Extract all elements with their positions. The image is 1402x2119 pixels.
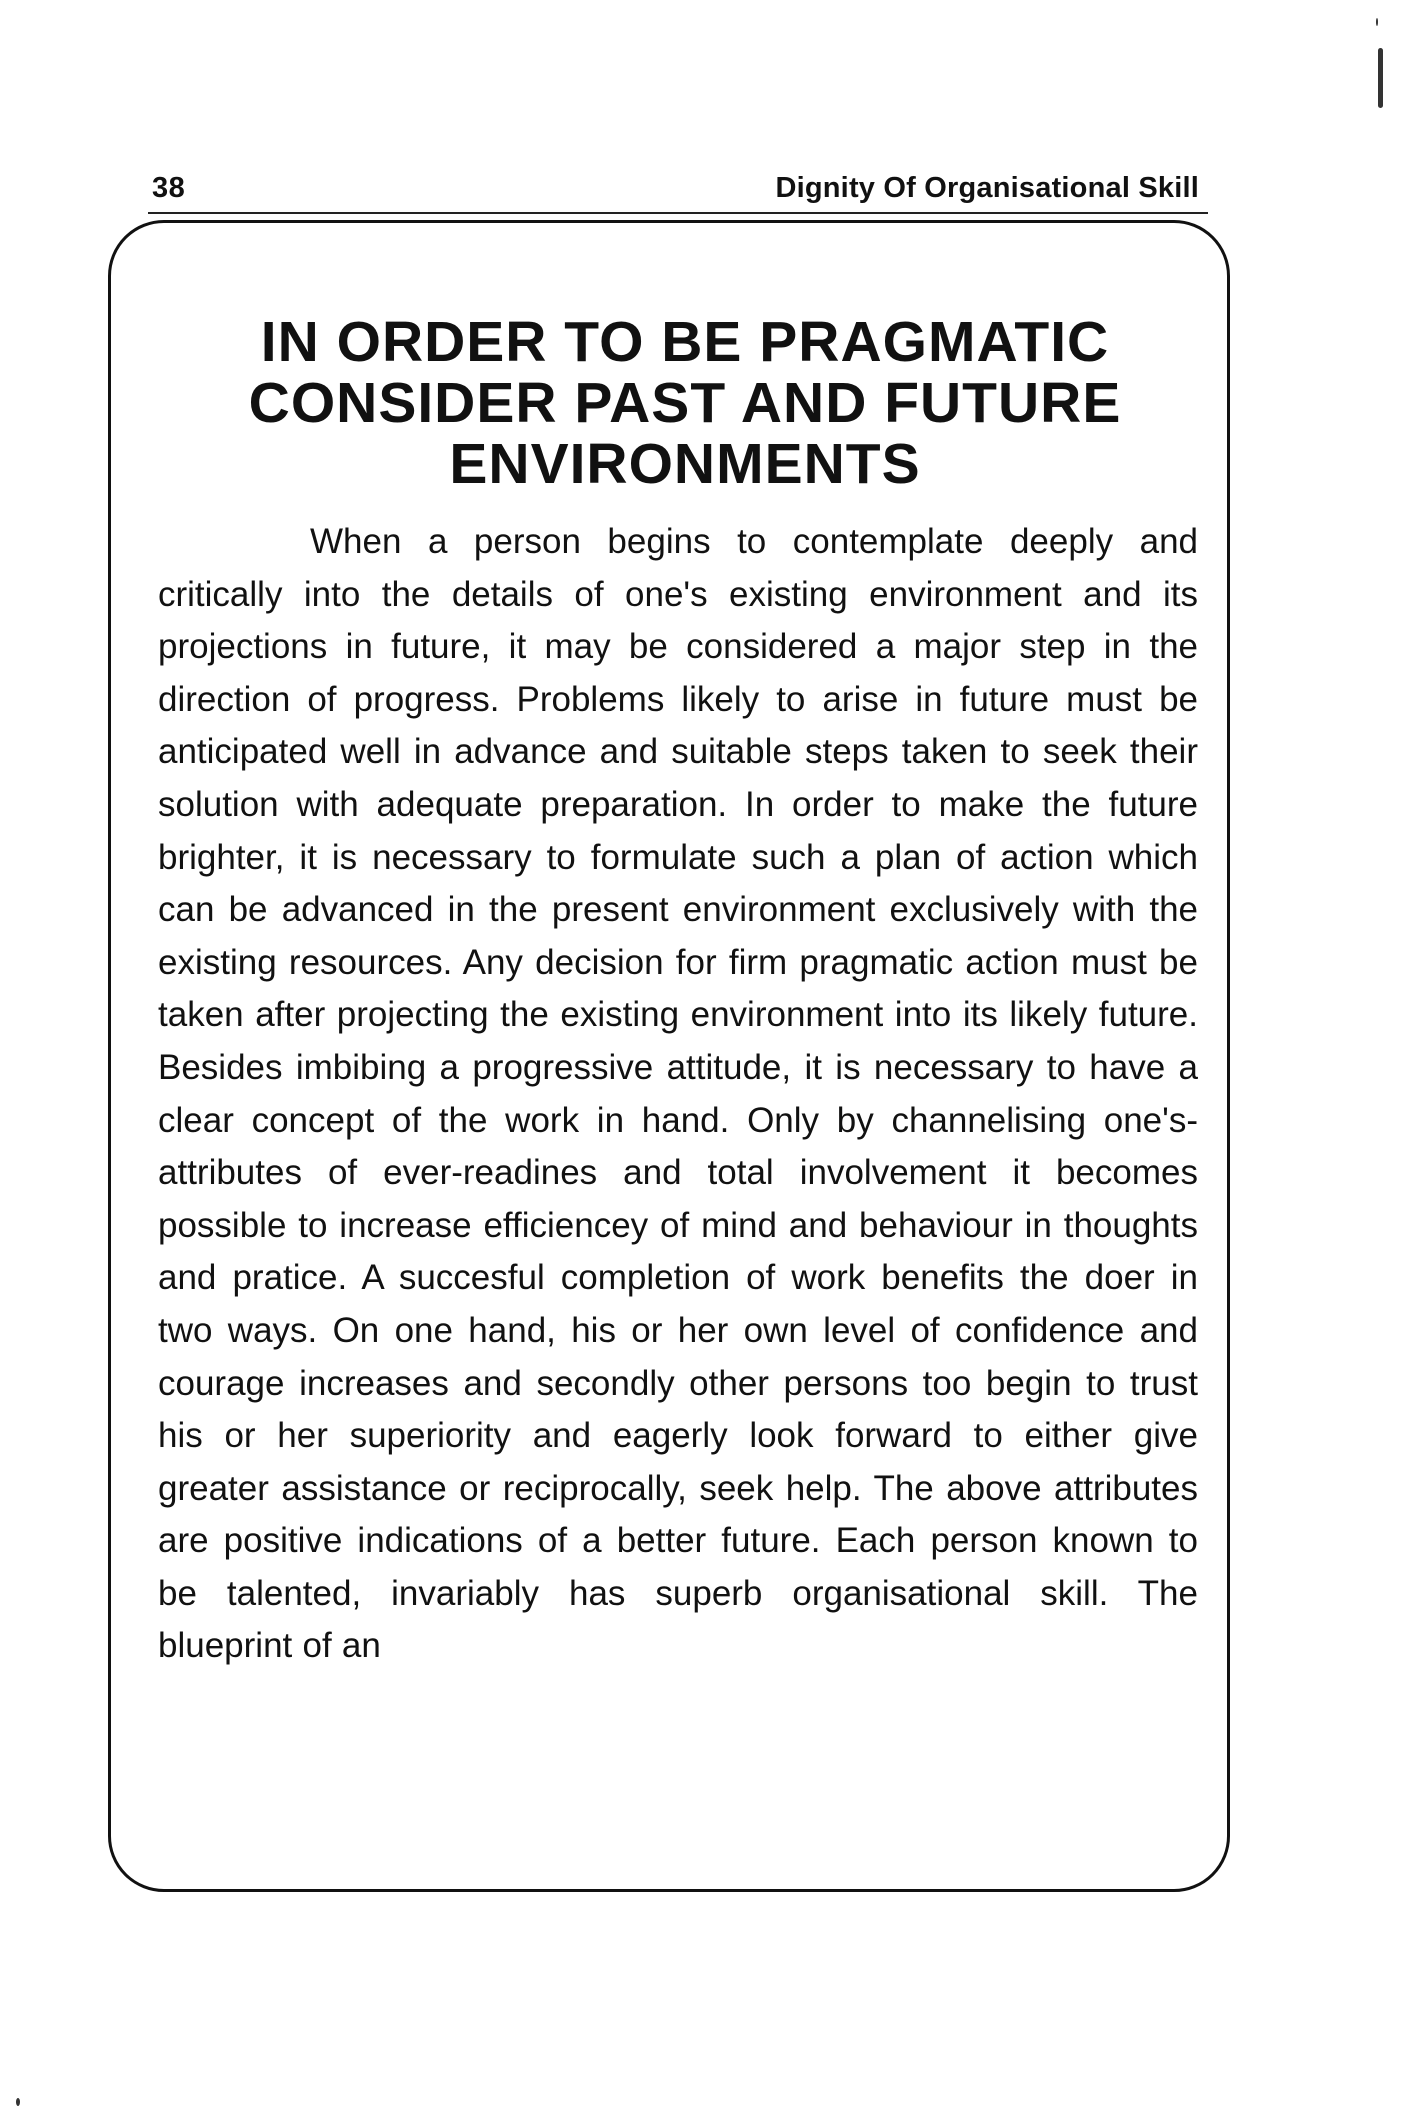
- section-title: [140, 312, 1230, 495]
- running-header: Dignity Of Organisational Skill: [775, 172, 1199, 204]
- page-number: 38: [152, 172, 186, 204]
- scan-speck: [1378, 48, 1383, 108]
- body-paragraph: When a person begins to contemplate deeply and critically into the details of one's existing environment and its projections in future, it may be considered a major step in the direction of progress. Problems likely to arise in future must be anticipated well in advance and suitable steps taken to seek their solution with adequate preparation. In order to make the future brighter, it is necessary to formulate such a plan of action which can be advanced in the present environment exclusively with the existing resources. Any decision for firm pragmatic action must be taken after projecting the existing environment into its likely future. Besides imbibing a progressive attitude, it is necessary to have a clear concept of the work in hand. Only by channelising one's-attributes of ever-readines and total involvement it becomes possible to increase efficiencey of mind and behaviour in thoughts and pratice. A succesful completion of work benefits the doer in two ways. On one hand, his or her own level of confidence and courage increases and secondly other persons too begin to trust his or her superiority and eagerly look forward to either give greater assistance or reciprocally, seek help. The above attributes are positive indications of a better future. Each person known to be talented, invariably has superb organisational skill. The blueprint of an: [158, 522, 1198, 1666]
- section-title-line-2: CONSIDER PAST AND FUTURE: [248, 371, 1122, 435]
- scan-speck: [1376, 18, 1378, 26]
- section-title-line-3: ENVIRONMENTS: [449, 432, 921, 496]
- header-rule: [148, 212, 1208, 214]
- section-title-line-1: IN ORDER TO BE PRAGMATIC: [260, 310, 1110, 374]
- scan-speck: [16, 2098, 20, 2106]
